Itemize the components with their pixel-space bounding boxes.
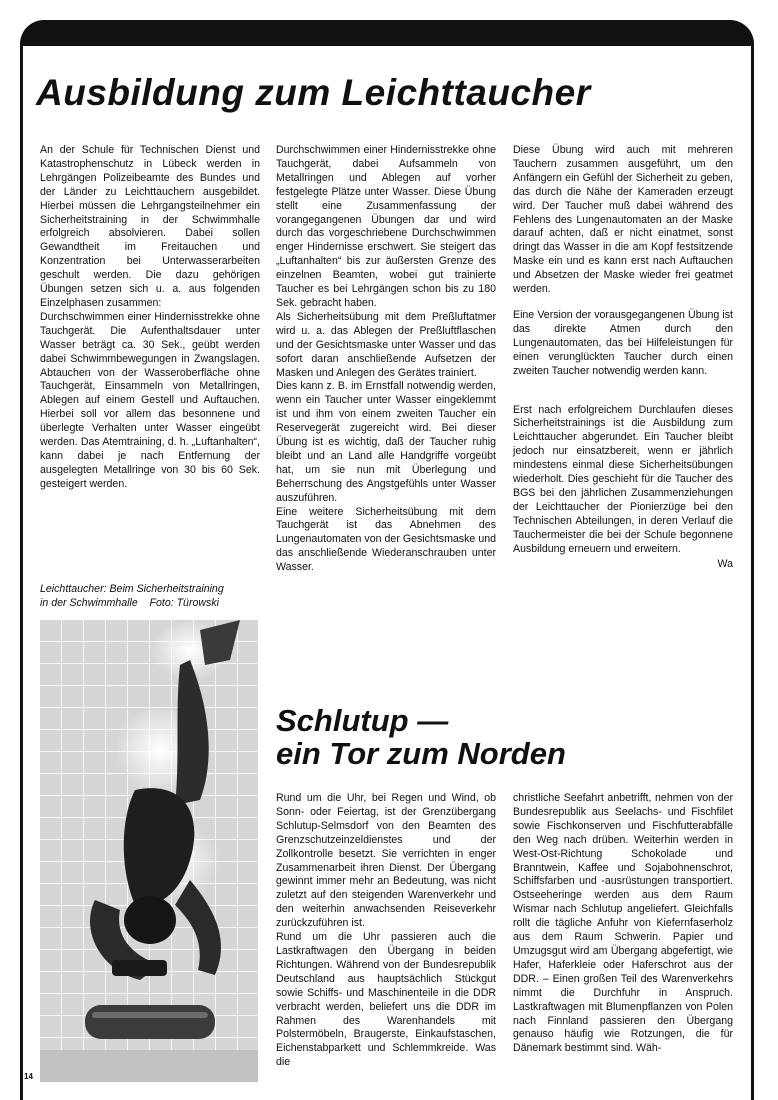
article-column-1 — [40, 144, 260, 492]
paragraph: Eine weitere Sicherheitsübung mit dem Tauchgerät ist das Abnehmen des Lungenautomaten von der Gesichtsmaske und das anschließende Wiederanschrauben unter Wasser. — [276, 505, 496, 574]
article2-column-1 — [276, 792, 496, 1070]
paragraph: Rund um die Uhr passieren auch die Lastkraftwagen den Übergang in beiden Richtungen. Während von der Bundesrepublik Deutschland aus hauptsächlich Stückgut sowie Schiffs- und Maschinenteile in die DDR verbracht werden, beliefert uns die DDR im Rahmen des Warenhandels mit Polstermöbeln, Braugerste, Einkaufstaschen, Eichenstabparkett und Schlemmkreide. Was die — [276, 931, 496, 1069]
paragraph: Durchschwimmen einer Hindernisstrekke ohne Tauchgerät. Die Aufenthaltsdauer unter Wasser beträgt ca. 30 Sek., geübt werden dabei Schwimmbewegungen in Zwangslagen. Abtauchen von der Wasseroberfläche ohne Tauchgerät, Einsammeln von Metallringen, Ablegen auf einem Gestell und Auftauchen. Hierbei soll vor allem das besonnene und überlegte Verhalten unter Wasser eingeübt werden. Das Atemtraining, d. h. „Luftanhalten“, kann dabei je nach Entfernung der ausgelegten Metallringe von 30 bis 60 Sek. gesteigert werden. — [40, 310, 260, 490]
paragraph: Durchschwimmen einer Hindernisstrekke ohne Tauchgerät, dabei Aufsammeln von Metallringen und Ablegen auf vorher festgelegte Plätze unter Wasser. Diese Übung stellt eine Zusammenfassung der vorangegangenen Übungen dar und wird durch das vorgeschriebene Durchschwimmen enger Hindernisse erschwert. Sie steigert das „Luftanhalten“ bis zur äußersten Grenze des einzelnen Beamten, wobei gut trainierte Taucher es bei Lehrgängen schon bis zu 180 Sek. gebracht haben. — [276, 144, 496, 309]
paragraph: Erst nach erfolgreichem Durchlaufen dieses Sicherheitstrainings ist die Ausbildung zum Leichttaucher abgerundet. Ein Taucher bleibt jedoch nur einsatzbereit, wenn er jährlich mindestens einmal diese Sicherheitsübungen wiederholt. Dies geschieht für die Taucher des BGS bei den jährlichen Zusammenziehungen der Leichttaucher der Pionierzüge bei den Technischen Abteilungen, in deren Verlauf die Tauchermeister die bei der Schule begonnene Ausbildung erneuern und erweitern. — [513, 403, 733, 555]
paragraph: Eine Version der vorausgegangenen Übung ist das direkte Atmen durch den Lungenautomaten, das bei Hilfeleistungen für einen verunglückten Taucher durch einen zweiten Taucher notwendig werden kann. — [513, 308, 733, 377]
paragraph: Rund um die Uhr, bei Regen und Wind, ob Sonn- oder Feiertag, ist der Grenzübergang Schlutup-Selmsdorf von den Beamten des Grenzschutzeinzeldienstes und der Zollkontrolle besetzt. Sie verrichten in enger Zusammenarbeit ihren Dienst. Der Übergang gewinnt immer mehr an Bedeutung, was nicht zuletzt auf den steigenden Warenverkehr und den weiterhin anwachsenden Reiseverkehr zurückzuführen ist. — [276, 792, 496, 930]
article-column-3 — [513, 144, 733, 572]
caption-line: Leichttaucher: Beim Sicherheitstraining — [40, 583, 224, 595]
paragraph: Diese Übung wird auch mit mehreren Tauchern zusammen ausgeführt, um den Anfängern ein Gefühl der Sicherheit zu geben, das durch die Nähe der Kameraden erzeugt wird. Der Taucher muß dabei während des Fehlens des Lungenautomaten an der Maske darauf achten, daß er nicht einatmet, sonst dringt das Wasser in die am Kopf festsitzende Maske ein und es kann erst nach Auftauchen und Absetzen der Maske wieder frei geatmet werden. — [513, 144, 733, 296]
article2-column-2 — [513, 792, 733, 1056]
article-title: Ausbildung zum Leichttaucher — [36, 72, 591, 113]
caption-line: in der Schwimmhalle Foto: Türowski — [40, 597, 219, 609]
photo-caption — [40, 582, 260, 610]
page-number: 14 — [24, 1072, 33, 1081]
paragraph: An der Schule für Technischen Dienst und Katastrophenschutz in Lübeck werden in Lehrgängen Polizeibeamte des Bundes und der Länder zu Leichttauchern ausgebildet. Hierbei müssen die Lehrgangsteilnehmer ein Sicherheitstraining in der Schwimmhalle erfolgreich absolvieren. Dabei sollen Gewandtheit im Freitauchen und Konzentration bei Unterwasserarbeiten geschult werden. Die dazu gehörigen Übungen setzen sich u. a. aus folgenden Einzelphasen zusammen: — [40, 144, 260, 309]
article-column-2 — [276, 144, 496, 575]
article-title-2 — [276, 704, 566, 770]
paragraph: Als Sicherheitsübung mit dem Preßluftatmer wird u. a. das Ablegen der Preßluftflaschen und der Gesichtsmaske unter Wasser und das sofort daran anschließende Aufsetzen der Masken und Anlegen des Gerätes trainiert. — [276, 310, 496, 379]
diver-illustration — [40, 620, 258, 1082]
diver-photo — [40, 620, 258, 1082]
paragraph: christliche Seefahrt anbetrifft, nehmen von der Bundesrepublik aus Seelachs- und Fischfilet sowie Fischkonserven und Fischfutterabfälle den Weg nach drüben. Weiterhin werden in West-Ost-Richtung Schokolade und Branntwein, Kaffee und Sojabohnenschrot, Schiffsfarben und -ausrüstungen transportiert. Ostseeheringe werden aus dem Raum Wismar nach Schlutup angeliefert. Gleichfalls rollt die tägliche Anfuhr von Kiefernfaserholz aus dem Raum Schwerin. Papier und Umzugsgut wird am Übergang abgefertigt, wie Hafer, Haferkleie oder Haferschrot aus der DDR. – Einen großen Teil des Warenverkehrs nimmt die Durchfuhr in Anspruch. Lastkraftwagen mit Blumenpflanzen von Polen nach Finnland passieren den Übergang genauso häufig wie Rotzungen, die für Dänemark bestimmt sind. Wäh- — [513, 792, 733, 1055]
title-line: ein Tor zum Norden — [276, 736, 566, 771]
author-signature: Wa — [717, 558, 733, 571]
paragraph: Dies kann z. B. im Ernstfall notwendig werden, wenn ein Taucher unter Wasser eingeklemmt ist und ihm von einem zweiten Taucher ein Reservegerät zugereicht wird. Bei dieser Übung ist es wichtig, daß der Taucher ruhig bleibt und an Land alle Handgriffe vorgeübt hat, um sie nun mit Überlegung und Beherrschung des Angstgefühls unter Wasser auszuführen. — [276, 380, 496, 504]
title-line: Schlutup — — [276, 703, 449, 738]
